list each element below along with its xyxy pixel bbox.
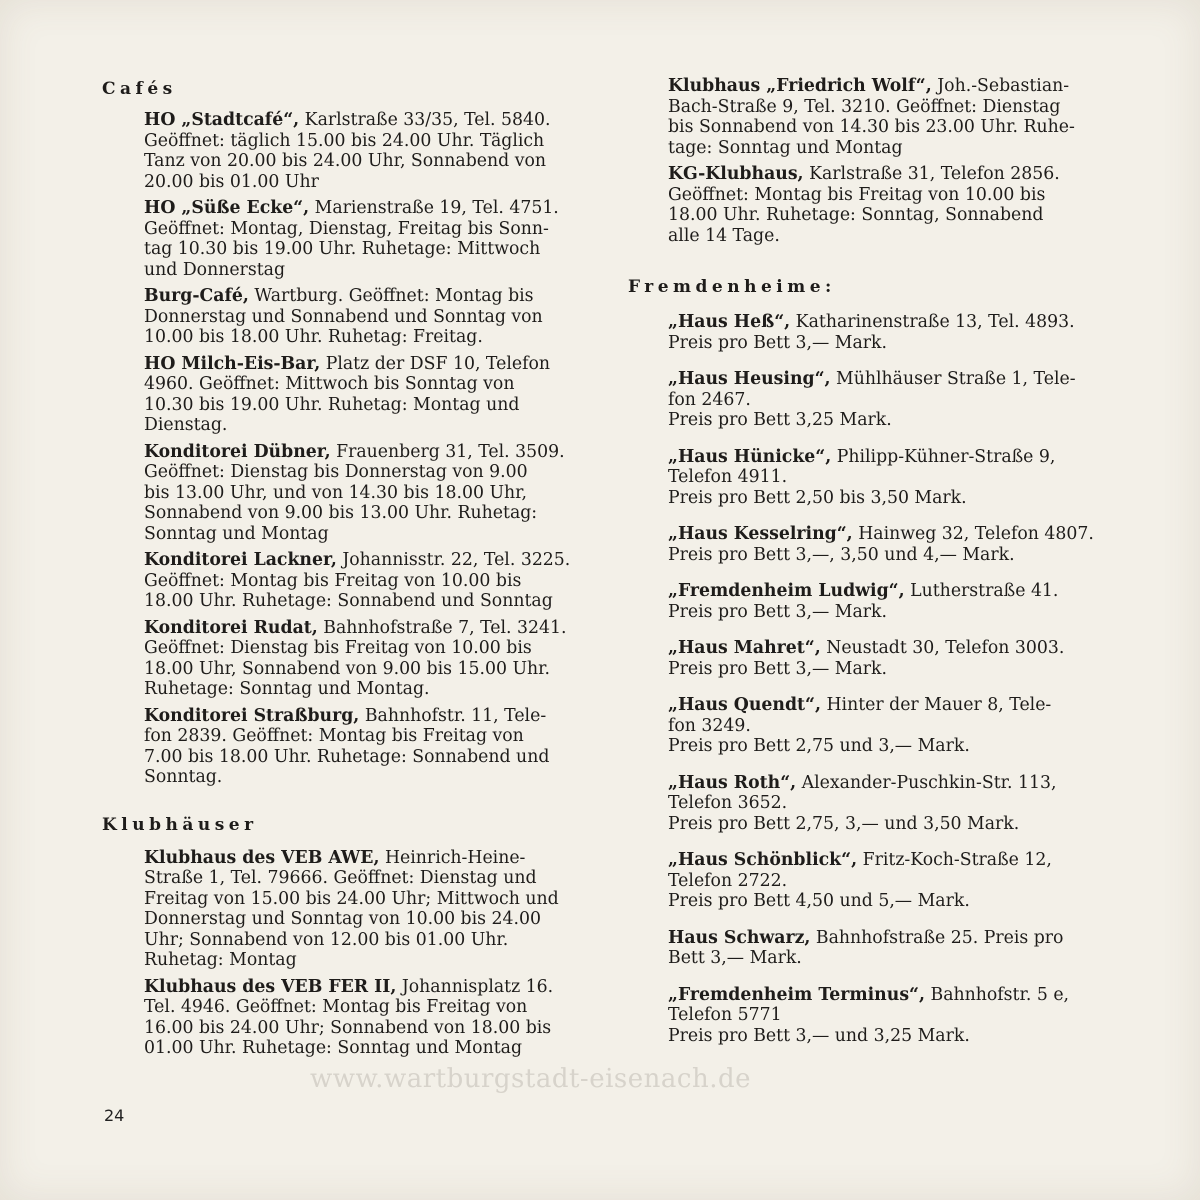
list-item bbox=[668, 312, 1124, 353]
entry-name: HO „Stadtcafé“, bbox=[144, 110, 300, 130]
list-item bbox=[144, 706, 600, 788]
list-item bbox=[668, 581, 1124, 622]
entry-details: Fritz-Koch-Straße 12, Telefon 2722. Preis pro Bett 4,50 und 5,— Mark. bbox=[668, 850, 1052, 911]
entry-details: Johannisplatz 16. Tel. 4946. Geöffnet: Montag bis Freitag von 16.00 bis 24.00 Uhr; Sonnabend von 18.00 bis 01.00 Uhr. Ruhetage: Sonntag und Montag bbox=[144, 976, 554, 1058]
entry-name: „Haus Roth“, bbox=[668, 772, 797, 793]
entry-name: Konditorei Lackner, bbox=[144, 550, 337, 570]
list-item bbox=[668, 524, 1124, 565]
list-item bbox=[144, 354, 600, 436]
entry-details: Mühlhäuser Straße 1, Tele- fon 2467. Preis pro Bett 3,25 Mark. bbox=[668, 369, 1076, 430]
entry-details: Katharinenstraße 13, Tel. 4893. Preis pro Bett 3,— Mark. bbox=[668, 312, 1075, 353]
entry-details: Bahnhofstraße 7, Tel. 3241. Geöffnet: Dienstag bis Freitag von 10.00 bis 18.00 Uhr, Sonnabend von 9.00 bis 15.00 Uhr. Ruhetage: Sonntag und Montag. bbox=[144, 617, 567, 699]
entry-details: Frauenberg 31, Tel. 3509. Geöffnet: Dienstag bis Donnerstag von 9.00 bis 13.00 Uhr, und von 14.30 bis 18.00 Uhr, Sonnabend von 9.00 bis 13.00 Uhr. Ruhetag: Sonntag und Montag bbox=[144, 441, 565, 544]
entry-details: Johannisstr. 22, Tel. 3225. Geöffnet: Montag bis Freitag von 10.00 bis 18.00 Uhr. Ruhetage: Sonnabend und Sonntag bbox=[144, 550, 571, 611]
entry-details: Karlstraße 31, Telefon 2856. Geöffnet: Montag bis Freitag von 10.00 bis 18.00 Uhr. Ruhetage: Sonntag, Sonnabend alle 14 Tage. bbox=[668, 164, 1060, 246]
entry-details: Wartburg. Geöffnet: Montag bis Donnerstag und Sonnabend und Sonntag von 10.00 bis 18.00 Uhr. Ruhetag: Freitag. bbox=[144, 286, 543, 347]
entry-details: Bahnhofstr. 11, Tele- fon 2839. Geöffnet: Montag bis Freitag von 7.00 bis 18.00 Uhr. Ruhetage: Sonnabend und Sonntag. bbox=[144, 705, 550, 787]
section-heading-cafes: Cafés bbox=[102, 79, 177, 99]
entry-name: „Haus Kesselring“, bbox=[668, 524, 853, 544]
entry-details: Karlstraße 33/35, Tel. 5840. Geöffnet: täglich 15.00 bis 24.00 Uhr. Täglich Tanz von 20.00 bis 24.00 Uhr, Sonnabend von 20.00 bis 01.00 Uhr bbox=[144, 110, 551, 192]
list-item bbox=[668, 850, 1124, 912]
entry-name: KG-Klubhaus, bbox=[668, 164, 804, 184]
entry-name: „Fremdenheim Ludwig“, bbox=[668, 581, 905, 601]
entry-name: „Haus Heß“, bbox=[668, 312, 791, 332]
list-item bbox=[144, 286, 600, 348]
entry-details: Platz der DSF 10, Telefon 4960. Geöffnet: Mittwoch bis Sonntag von 10.30 bis 19.00 Uhr. Ruhetag: Montag und Dienstag. bbox=[144, 353, 551, 435]
left-column bbox=[102, 76, 600, 1065]
list-item bbox=[668, 76, 1124, 158]
klubhaeuser-list bbox=[102, 848, 600, 1059]
list-item bbox=[144, 618, 600, 700]
list-item bbox=[668, 164, 1124, 246]
entry-name: „Haus Heusing“, bbox=[668, 369, 831, 389]
entry-name: „Fremdenheim Terminus“, bbox=[668, 984, 925, 1005]
entry-name: HO Milch-Eis-Bar, bbox=[144, 353, 321, 374]
entry-name: „Haus Hünicke“, bbox=[668, 446, 832, 467]
entry-details: Bahnhofstraße 25. Preis pro Bett 3,— Mark. bbox=[668, 927, 1064, 968]
entry-name: Konditorei Rudat, bbox=[144, 617, 318, 638]
entry-details: Neustadt 30, Telefon 3003. Preis pro Bett 3,— Mark. bbox=[668, 638, 1065, 679]
entry-details: Lutherstraße 41. Preis pro Bett 3,— Mark. bbox=[668, 581, 1059, 622]
entry-name: Haus Schwarz, bbox=[668, 927, 811, 948]
watermark: www.wartburgstadt-eisenach.de bbox=[310, 1064, 751, 1094]
entry-name: Burg-Café, bbox=[144, 286, 249, 306]
entry-name: „Haus Schönblick“, bbox=[668, 850, 858, 870]
entry-details: Alexander-Puschkin-Str. 113, Telefon 3652. Preis pro Bett 2,75, 3,— und 3,50 Mark. bbox=[668, 772, 1057, 834]
list-item bbox=[668, 985, 1124, 1047]
list-item bbox=[144, 110, 600, 192]
entry-details: Philipp-Kühner-Straße 9, Telefon 4911. Preis pro Bett 2,50 bis 3,50 Mark. bbox=[668, 446, 1056, 508]
list-item bbox=[668, 447, 1124, 509]
list-item bbox=[668, 638, 1124, 679]
entry-details: Hainweg 32, Telefon 4807. Preis pro Bett 3,—, 3,50 und 4,— Mark. bbox=[668, 524, 1094, 565]
entry-name: „Haus Mahret“, bbox=[668, 638, 821, 658]
entry-details: Joh.-Sebastian- Bach-Straße 9, Tel. 3210. Geöffnet: Dienstag bis Sonnabend von 14.30 bis 23.00 Uhr. Ruhe- tage: Sonntag und Montag bbox=[668, 76, 1075, 158]
list-item bbox=[144, 977, 600, 1059]
list-item bbox=[144, 198, 600, 280]
list-item bbox=[668, 369, 1124, 431]
entry-name: HO „Süße Ecke“, bbox=[144, 198, 310, 218]
entry-details: Heinrich-Heine- Straße 1, Tel. 79666. Geöffnet: Dienstag und Freitag von 15.00 bis 24.00 Uhr; Mittwoch und Donnerstag und Sonntag von 10.00 bis 24.00 Uhr; Sonnabend von 12.00 bis 01.00 Uhr. Ruhetag: Montag bbox=[144, 847, 559, 970]
list-item bbox=[144, 848, 600, 971]
entry-name: Konditorei Dübner, bbox=[144, 441, 331, 462]
entry-details: Hinter der Mauer 8, Tele- fon 3249. Preis pro Bett 2,75 und 3,— Mark. bbox=[668, 695, 1052, 756]
entry-details: Bahnhofstr. 5 e, Telefon 5771 Preis pro Bett 3,— und 3,25 Mark. bbox=[668, 984, 1070, 1046]
fremdenheime-list bbox=[628, 312, 1124, 1046]
entry-details: Marienstraße 19, Tel. 4751. Geöffnet: Montag, Dienstag, Freitag bis Sonn- tag 10.30 bis 19.00 Uhr. Ruhetage: Mittwoch und Donnerstag bbox=[144, 198, 559, 280]
list-item bbox=[144, 550, 600, 612]
entry-name: Klubhaus des VEB FER II, bbox=[144, 976, 397, 997]
list-item bbox=[668, 928, 1124, 969]
klubhaeuser-list-continued bbox=[628, 76, 1124, 246]
entry-name: „Haus Quendt“, bbox=[668, 695, 821, 715]
entry-name: Klubhaus „Friedrich Wolf“, bbox=[668, 76, 932, 96]
section-heading-klubhaeuser: Klubhäuser bbox=[102, 814, 258, 835]
entry-name: Konditorei Straßburg, bbox=[144, 705, 360, 726]
right-column bbox=[628, 76, 1124, 1062]
section-heading-fremdenheime: Fremdenheime: bbox=[628, 277, 836, 297]
cafes-list bbox=[102, 110, 600, 788]
page-number: 24 bbox=[104, 1106, 125, 1125]
list-item bbox=[668, 695, 1124, 757]
list-item bbox=[144, 442, 600, 545]
list-item bbox=[668, 773, 1124, 835]
entry-name: Klubhaus des VEB AWE, bbox=[144, 847, 380, 868]
